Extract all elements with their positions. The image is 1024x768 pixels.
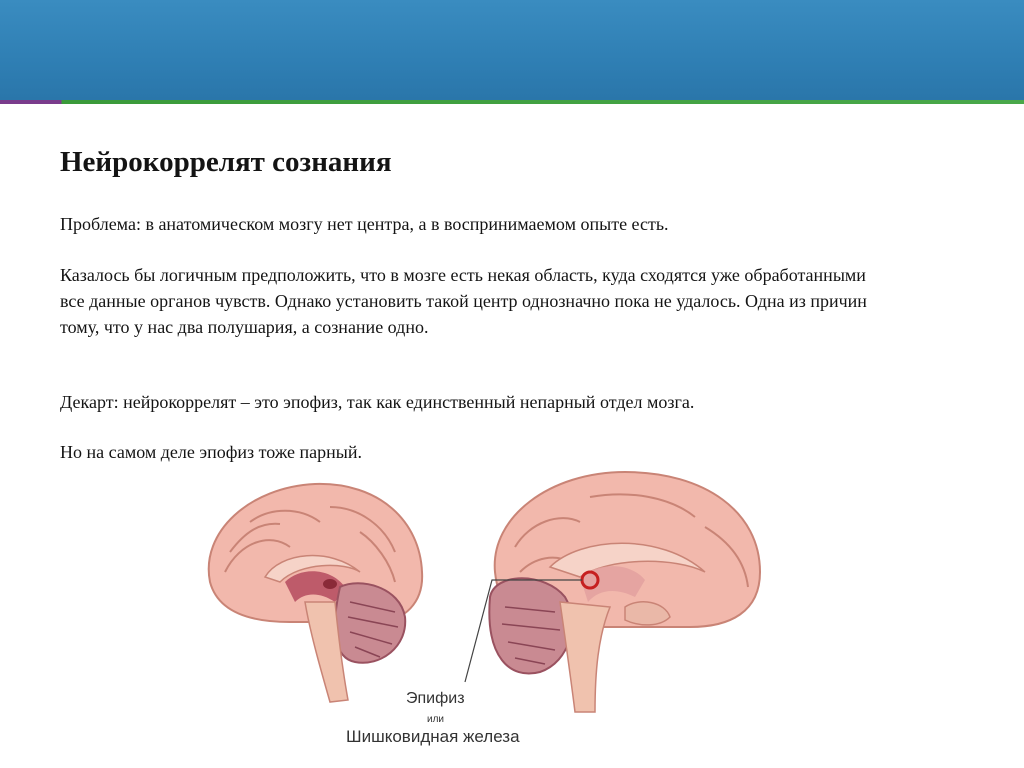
slide-title: Нейрокоррелят сознания (60, 146, 392, 178)
paragraph-conclusion: Но на самом деле эпофиз тоже парный. (60, 442, 362, 462)
paragraph-problem: Проблема: в анатомическом мозгу нет центра, а в воспринимаемом опыте есть. (60, 214, 669, 234)
header-accent-stripe (0, 100, 1024, 104)
right-brain (489, 472, 760, 712)
label-epiphysis: Эпифиз (406, 690, 465, 707)
right-cerebellum (489, 578, 572, 673)
paragraph-hypothesis: Казалось бы логичным предположить, что в мозге есть некая область, куда сходятся уже обработанными все данные органов чувств. Однако установить такой центр однозначно пока не удалось. Одна из причин тому, что у нас два полушария, а сознание одно. (60, 265, 867, 337)
label-pineal-gland: Шишковидная железа (346, 727, 520, 746)
header-banner (0, 0, 1024, 100)
left-brain (209, 484, 422, 702)
brain-drawing (170, 462, 776, 756)
label-or: или (427, 714, 445, 725)
brain-illustration (170, 462, 776, 756)
right-brainstem (560, 602, 610, 712)
left-pineal-marker (323, 579, 337, 589)
paragraph-descartes: Декарт: нейрокоррелят – это эпофиз, так как единственный непарный отдел мозга. (60, 392, 695, 412)
